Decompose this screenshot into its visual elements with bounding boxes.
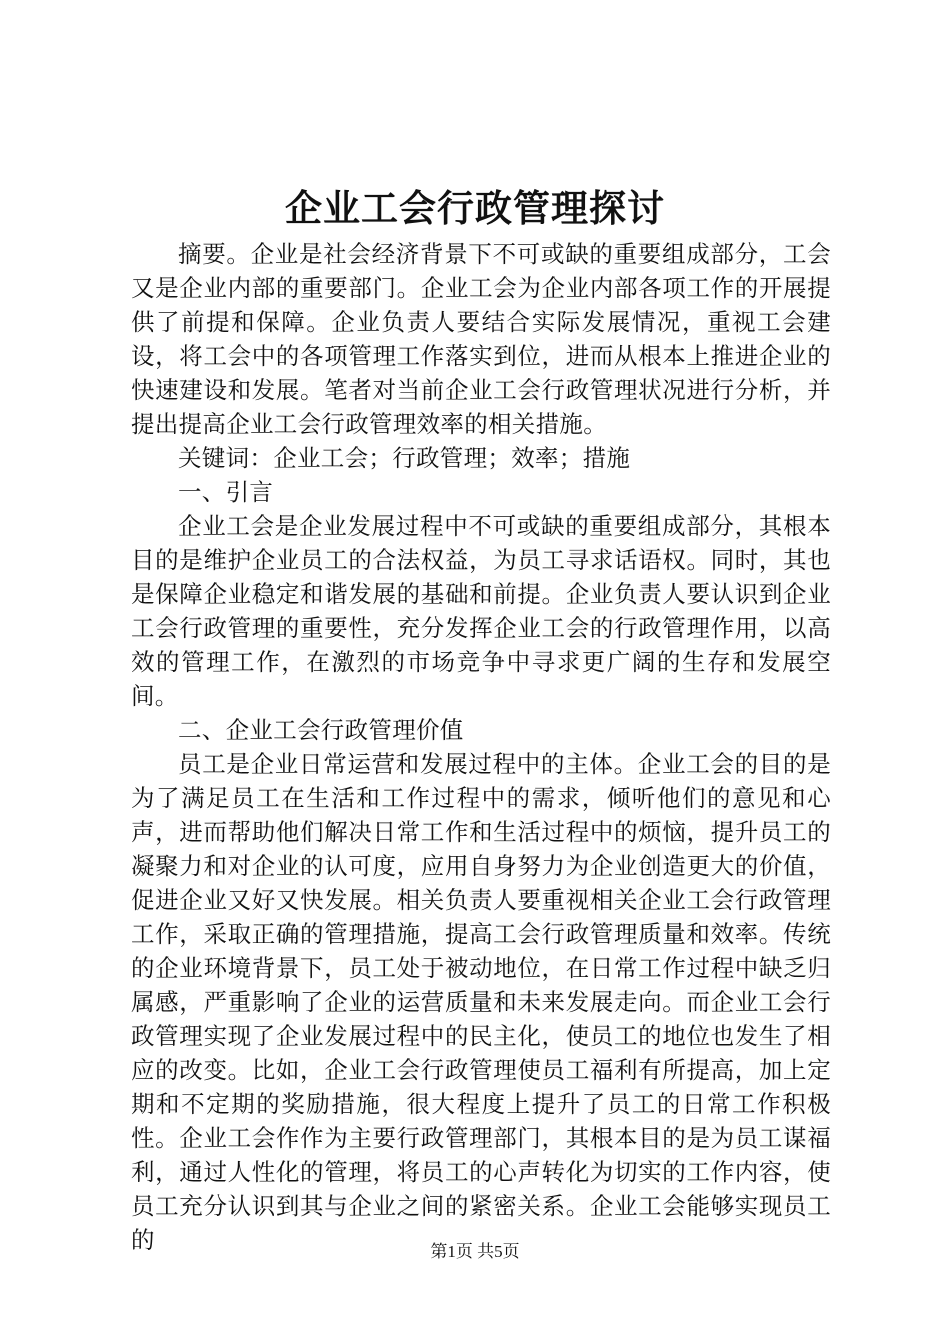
section-heading-introduction: 一、引言 [178, 478, 274, 506]
abstract-paragraph: 摘要。企业是社会经济背景下不可或缺的重要组成部分，工会又是企业内部的重要部门。企业工会为企业内部各项工作的开展提供了前提和保障。企业负责人要结合实际发展情况，重视工会建设，将工会中的各项管理工作落实到位，进而从根本上推进企业的快速建设和发展。笔者对当前企业工会行政管理状况进行分析，并提出提高企业工会行政管理效率的相关措施。 [131, 240, 831, 438]
document-title: 企业工会行政管理探讨 [285, 186, 665, 230]
page-number-footer: 第1页 共5页 [430, 1242, 520, 1261]
keywords-line: 关键词：企业工会；行政管理；效率；措施 [178, 444, 631, 472]
value-paragraph: 员工是企业日常运营和发展过程中的主体。企业工会的目的是为了满足员工在生活和工作过程中的需求，倾听他们的意见和心声，进而帮助他们解决日常工作和生活过程中的烦恼，提升员工的凝聚力和对企业的认可度，应用自身努力为企业创造更大的价值，促进企业又好又快发展。相关负责人要重视相关企业工会行政管理工作，采取正确的管理措施，提高工会行政管理质量和效率。传统的企业环境背景下，员工处于被动地位，在日常工作过程中缺乏归属感，严重影响了企业的运营质量和未来发展走向。而企业工会行政管理实现了企业发展过程中的民主化，使员工的地位也发生了相应的改变。比如，企业工会行政管理使员工福利有所提高，加上定期和不定期的奖励措施，很大程度上提升了员工的日常工作积极性。企业工会作作为主要行政管理部门，其根本目的是为员工谋福利，通过人性化的管理，将员工的心声转化为切实的工作内容，使员工充分认识到其与企业之间的紧密关系。企业工会能够实现员工的 [131, 750, 831, 1254]
document-body [131, 237, 831, 1257]
section-heading-value: 二、企业工会行政管理价值 [178, 716, 464, 744]
introduction-paragraph: 企业工会是企业发展过程中不可或缺的重要组成部分，其根本目的是维护企业员工的合法权益，为员工寻求话语权。同时，其也是保障企业稳定和谐发展的基础和前提。企业负责人要认识到企业工会行政管理的重要性，充分发挥企业工会的行政管理作用，以高效的管理工作，在激烈的市场竞争中寻求更广阔的生存和发展空间。 [131, 512, 831, 710]
